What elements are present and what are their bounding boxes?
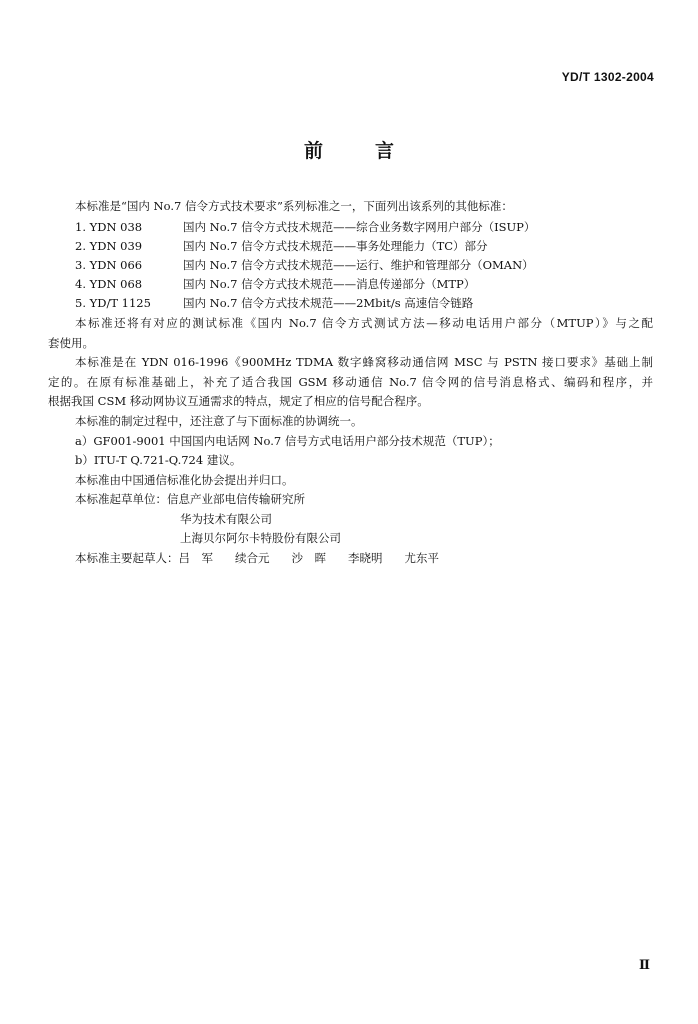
series-title: 国内 No.7 信令方式技术规范——消息传递部分（MTP）: [183, 277, 476, 291]
drafter-name: 李晓明: [348, 551, 383, 565]
drafters: [75, 550, 439, 566]
series-item-3: [75, 257, 655, 273]
drafters-label: 本标准主要起草人：: [75, 551, 179, 565]
series-item-4: [75, 276, 655, 292]
drafting-unit-2: 华为技术有限公司: [180, 512, 272, 526]
test-standard-line-1: 本标准还将有对应的测试标准《国内 No.7 信令方式测试方法—移动电话用户部分（MTUP）》与之配: [75, 316, 653, 330]
standard-code: YD/T 1302-2004: [561, 70, 654, 84]
series-number: 3. YDN 066: [75, 258, 143, 272]
test-standard-line-2: 套使用。: [48, 336, 94, 350]
series-title: 国内 No.7 信令方式技术规范——综合业务数字网用户部分（ISUP）: [183, 220, 536, 234]
basis-line-3: 根据我国 CSM 移动网协议互通需求的特点，规定了相应的信号配合程序。: [48, 394, 429, 408]
series-item-2: [75, 238, 655, 254]
basis-line-2: 定的。在原有标准基础上，补充了适合我国 GSM 移动通信 No.7 信令网的信号消息格式、编码和程序，并: [48, 375, 653, 389]
drafter-name: 沙 晖: [291, 551, 326, 565]
drafting-unit-3: 上海贝尔阿尔卡特股份有限公司: [180, 531, 341, 545]
basis-line-1: 本标准是在 YDN 016-1996《900MHz TDMA 数字蜂窝移动通信网 MSC 与 PSTN 接口要求》基础上制: [75, 355, 653, 369]
drafter-name: 尤东平: [404, 551, 439, 565]
page-title: 前言: [303, 140, 446, 162]
series-number: 4. YDN 068: [75, 277, 143, 291]
coordination-item-b: b）ITU-T Q.721-Q.724 建议。: [75, 453, 242, 467]
series-number: 2. YDN 039: [75, 239, 143, 253]
drafter-name: 吕 军: [178, 551, 213, 565]
series-number: 5. YD/T 1125: [75, 296, 151, 310]
series-item-5: [75, 295, 655, 311]
series-number: 1. YDN 038: [75, 220, 143, 234]
series-title: 国内 No.7 信令方式技术规范——运行、维护和管理部分（OMAN）: [183, 258, 534, 272]
drafting-units-label: 本标准起草单位：信息产业部电信传输研究所: [75, 492, 305, 506]
intro-text: 本标准是“国内 No.7 信令方式技术要求”系列标准之一，下面列出该系列的其他标准：: [75, 199, 513, 213]
coordination-lead: 本标准的制定过程中，还注意了与下面标准的协调统一。: [75, 414, 363, 428]
drafter-name: 续合元: [235, 551, 270, 565]
series-title: 国内 No.7 信令方式技术规范——2Mbit/s 高速信令链路: [183, 296, 474, 310]
proposed-by: 本标准由中国通信标准化协会提出并归口。: [75, 473, 294, 487]
series-item-1: [75, 219, 655, 235]
series-title: 国内 No.7 信令方式技术规范——事务处理能力（TC）部分: [183, 239, 488, 253]
coordination-item-a: a）GF001-9001 中国国内电话网 No.7 信号方式电话用户部分技术规范（TUP）；: [75, 434, 500, 448]
page-number: Ⅱ: [639, 958, 650, 973]
